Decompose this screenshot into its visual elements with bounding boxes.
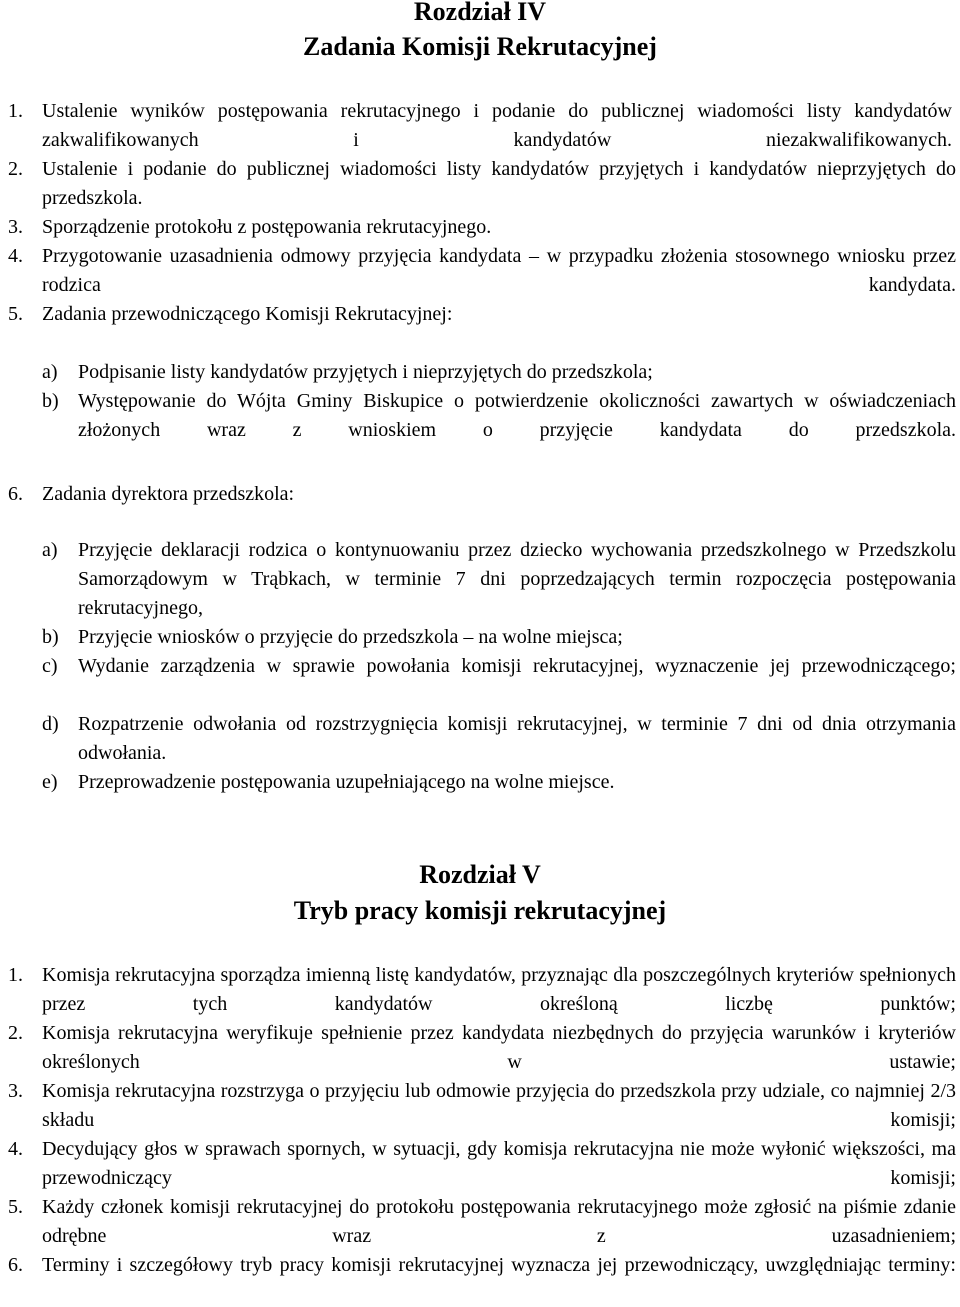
list-item: Komisja rekrutacyjna rozstrzyga o przyjęciu lub odmowie przyjęcia do przedszkola przy udziale, co najmniej 2/3 składu komisji; <box>42 1080 956 1131</box>
list-item: Ustalenie i podanie do publicznej wiadomości listy kandydatów przyjętych i kandydatów nieprzyjętych do przedszkola. <box>42 158 956 209</box>
sub-list-item: Przyjęcie deklaracji rodzica o kontynuowaniu przez dziecko wychowania przedszkolnego w Przedszkolu Samorządowym w Trąbkach, w terminie 7 dni poprzedzających termin rozpoczęcia postępowania rekrutacyjnego, <box>78 539 956 619</box>
sub-item-letter: e) <box>42 771 58 793</box>
sub-item-letter: a) <box>42 539 58 561</box>
list-item-number: 2. <box>8 158 23 180</box>
list-item: Komisja rekrutacyjna sporządza imienną listę kandydatów, przyznając dla poszczególnych kryteriów spełnionych przez tych kandydatów określoną liczbę punktów; <box>42 964 956 1015</box>
list-item-number: 4. <box>8 1138 23 1160</box>
sub-list-item: Podpisanie listy kandydatów przyjętych i nieprzyjętych do przedszkola; <box>78 361 653 383</box>
list-item: Zadania dyrektora przedszkola: <box>42 483 295 505</box>
list-item: Komisja rekrutacyjna weryfikuje spełnienie przez kandydata niezbędnych do przyjęcia warunków i kryteriów określonych w ustawie; <box>42 1022 956 1073</box>
sub-list-item: Rozpatrzenie odwołania od rozstrzygnięcia komisji rekrutacyjnej, w terminie 7 dni od dnia otrzymania odwołania. <box>78 713 956 764</box>
list-item-number: 2. <box>8 1022 23 1044</box>
sub-item-letter: d) <box>42 713 59 735</box>
list-item-number: 4. <box>8 245 23 267</box>
list-item: Terminy i szczegółowy tryb pracy komisji rekrutacyjnej wyznacza jej przewodniczący, uwzględniając terminy: <box>42 1254 956 1276</box>
list-item: Przygotowanie uzasadnienia odmowy przyjęcia kandydata – w przypadku złożenia stosownego wniosku przez rodzica kandydata. <box>42 245 956 296</box>
list-item-number: 6. <box>8 483 23 505</box>
list-item-number: 1. <box>8 964 23 986</box>
sub-list-item: Występowanie do Wójta Gminy Biskupice o potwierdzenie okoliczności zawartych w oświadczeniach złożonych wraz z wnioskiem o przyjęcie kandydata do przedszkola. <box>78 390 956 441</box>
list-item-number: 5. <box>8 1196 23 1218</box>
sub-list-item: Wydanie zarządzenia w sprawie powołania komisji rekrutacyjnej, wyznaczenie jej przewodniczącego; <box>78 655 956 677</box>
sub-list-item: Przeprowadzenie postępowania uzupełniającego na wolne miejsce. <box>78 771 615 793</box>
list-item-number: 5. <box>8 303 23 325</box>
list-item: Decydujący głos w sprawach spornych, w sytuacji, gdy komisja rekrutacyjna nie może wyłonić większości, ma przewodniczący komisji; <box>42 1138 956 1189</box>
chapter-5-heading: Rozdział V <box>419 860 541 889</box>
list-item-number: 3. <box>8 216 23 238</box>
sub-item-letter: b) <box>42 626 59 648</box>
list-item-number: 1. <box>8 100 23 122</box>
list-item: Każdy członek komisji rekrutacyjnej do protokołu postępowania rekrutacyjnego może zgłosić na piśmie zdanie odrębne wraz z uzasadnieniem; <box>42 1196 956 1247</box>
chapter-4-title: Zadania Komisji Rekrutacyjnej <box>303 32 657 61</box>
list-item-number: 3. <box>8 1080 23 1102</box>
sub-item-letter: a) <box>42 361 58 383</box>
sub-list-item: Przyjęcie wniosków o przyjęcie do przedszkola – na wolne miejsca; <box>78 626 623 648</box>
chapter-5-title: Tryb pracy komisji rekrutacyjnej <box>293 896 667 925</box>
sub-item-letter: b) <box>42 390 59 412</box>
sub-item-letter: c) <box>42 655 58 677</box>
list-item-number: 6. <box>8 1254 23 1276</box>
list-item: Zadania przewodniczącego Komisji Rekrutacyjnej: <box>42 303 453 325</box>
list-item: Sporządzenie protokołu z postępowania rekrutacyjnego. <box>42 216 492 238</box>
chapter-4-heading: Rozdział IV <box>413 0 547 26</box>
list-item: Ustalenie wyników postępowania rekrutacyjnego i podanie do publicznej wiadomości listy kandydatów zakwalifikowanych i kandydatów niezakwalifikowanych. <box>42 100 952 151</box>
